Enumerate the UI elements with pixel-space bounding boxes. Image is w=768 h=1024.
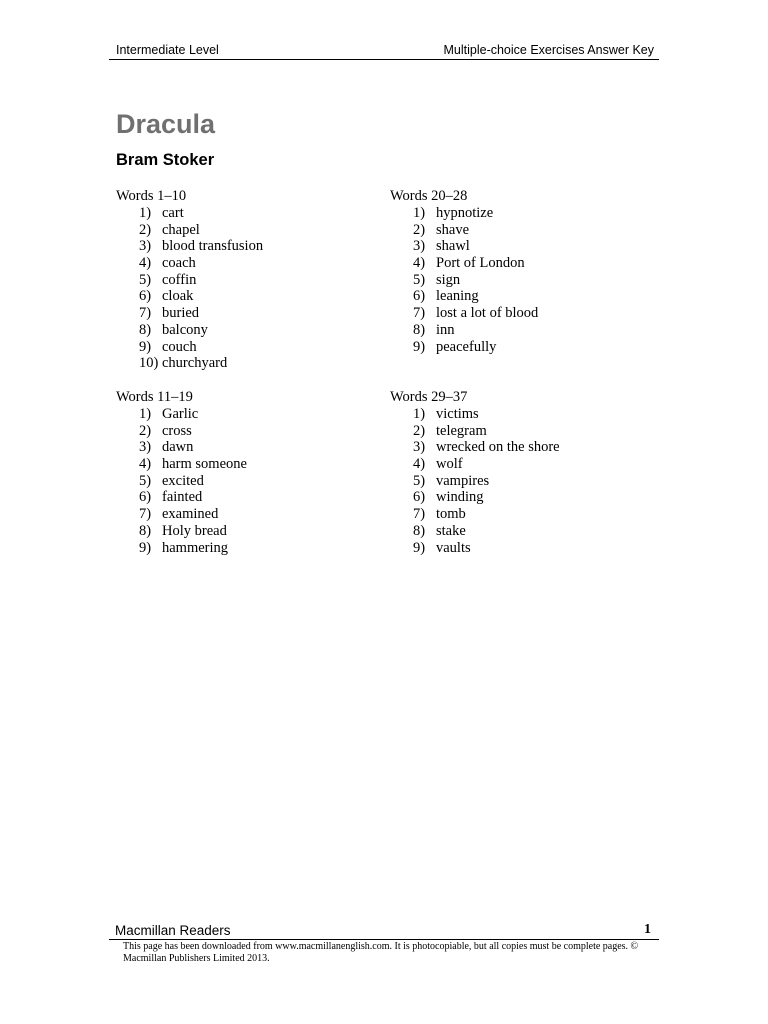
answer-number: 6) (413, 489, 426, 506)
answer-number: 3) (139, 238, 152, 255)
answer-text: chapel (162, 221, 200, 238)
answer-number: 8) (139, 321, 152, 338)
answer-number: 2) (413, 422, 426, 439)
answer-number: 1) (413, 205, 426, 221)
answer-item (390, 238, 538, 255)
answer-item (390, 222, 538, 239)
answer-item (390, 456, 560, 473)
footer-brand: Macmillan Readers (115, 923, 231, 938)
answer-text: stake (436, 522, 466, 539)
answer-number: 3) (139, 439, 152, 456)
answer-item (116, 540, 247, 557)
answer-number: 4) (139, 456, 152, 473)
answer-number: 3) (413, 238, 426, 255)
group-heading: Words 11–19 (116, 389, 193, 405)
answer-number: 9) (139, 338, 152, 355)
answer-number: 5) (413, 472, 426, 489)
page-header (109, 42, 659, 60)
answer-item (116, 489, 247, 506)
answer-number: 8) (413, 522, 426, 539)
answer-number: 1) (139, 205, 152, 221)
answer-text: cloak (162, 288, 194, 305)
answer-number: 10) (139, 355, 159, 372)
book-title: Dracula (116, 109, 216, 139)
answer-number: 5) (413, 271, 426, 288)
answer-item (390, 288, 538, 305)
answer-text: telegram (436, 422, 487, 439)
answer-item (116, 238, 263, 255)
answer-item (390, 205, 538, 222)
answer-text: wolf (436, 456, 463, 473)
answer-group-words-11-19 (116, 389, 247, 556)
answer-text: shawl (436, 238, 470, 255)
answer-text: hypnotize (436, 205, 494, 221)
answer-text: harm someone (162, 456, 247, 473)
answer-item (116, 255, 263, 272)
answer-item (116, 322, 263, 339)
answer-text: lost a lot of blood (436, 305, 539, 322)
answer-text: hammering (162, 539, 229, 556)
copyright-note: This page has been downloaded from www.macmillanenglish.com. It is photocopiable, but all copies must be complete pages. © Macmillan Publishers Limited 2013. (123, 941, 639, 964)
answer-item (390, 489, 560, 506)
answer-item (116, 205, 263, 222)
answer-number: 1) (413, 406, 426, 422)
answer-item (116, 355, 263, 372)
level-label: Intermediate Level (116, 43, 219, 57)
answer-number: 2) (413, 221, 426, 238)
answer-list (116, 406, 247, 556)
group-heading: Words 1–10 (116, 188, 187, 204)
answer-item (390, 272, 538, 289)
answer-text: fainted (162, 489, 203, 506)
answer-number: 8) (139, 522, 152, 539)
answer-text: cart (162, 205, 184, 221)
document-type-label: Multiple-choice Exercises Answer Key (443, 43, 654, 57)
answer-text: leaning (436, 288, 479, 305)
answer-item (390, 439, 560, 456)
answer-item (116, 339, 263, 356)
answer-number: 2) (139, 422, 152, 439)
answer-item (390, 423, 560, 440)
answer-text: tomb (436, 506, 466, 523)
answer-group-words-29-37 (390, 389, 560, 556)
answer-text: Port of London (436, 255, 525, 272)
answer-text: balcony (162, 321, 208, 338)
answer-group-words-20-28 (390, 188, 538, 355)
answer-item (390, 339, 538, 356)
answer-item (116, 288, 263, 305)
answer-item (390, 322, 538, 339)
answer-number: 4) (413, 255, 426, 272)
book-author: Bram Stoker (116, 151, 215, 169)
answer-number: 5) (139, 271, 152, 288)
answer-text: cross (162, 422, 192, 439)
answer-number: 9) (413, 539, 426, 556)
answer-item (116, 222, 263, 239)
answer-text: Holy bread (162, 522, 227, 539)
answer-item (390, 255, 538, 272)
answer-item (390, 523, 560, 540)
answer-text: shave (436, 221, 470, 238)
answer-text: winding (436, 489, 484, 506)
answer-list (390, 406, 560, 556)
answer-item (116, 456, 247, 473)
answer-number: 9) (139, 539, 152, 556)
answer-text: coffin (162, 271, 197, 288)
answer-number: 7) (139, 506, 152, 523)
answer-item (116, 439, 247, 456)
answer-item (390, 473, 560, 490)
answer-group-words-1-10 (116, 188, 263, 372)
answer-text: couch (162, 338, 197, 355)
answer-list (116, 205, 263, 372)
page-number: 1 (644, 922, 651, 937)
answer-number: 6) (139, 489, 152, 506)
answer-item (390, 406, 560, 423)
answer-text: peacefully (436, 338, 497, 355)
answer-number: 5) (139, 472, 152, 489)
answer-number: 7) (413, 305, 426, 322)
answer-number: 9) (413, 338, 426, 355)
answer-text: buried (162, 305, 200, 322)
answer-item (390, 305, 538, 322)
answer-number: 6) (413, 288, 426, 305)
answer-text: coach (162, 255, 196, 272)
answer-text: wrecked on the shore (436, 439, 560, 456)
answer-text: examined (162, 506, 219, 523)
answer-text: Garlic (162, 406, 199, 422)
answer-number: 2) (139, 221, 152, 238)
answer-text: excited (162, 472, 204, 489)
answer-item (116, 406, 247, 423)
answer-number: 1) (139, 406, 152, 422)
answer-item (116, 305, 263, 322)
answer-item (116, 272, 263, 289)
answer-item (116, 423, 247, 440)
answer-text: dawn (162, 439, 194, 456)
answer-number: 4) (413, 456, 426, 473)
answer-number: 4) (139, 255, 152, 272)
answer-text: churchyard (162, 355, 228, 372)
answer-item (116, 506, 247, 523)
answer-number: 6) (139, 288, 152, 305)
group-heading: Words 29–37 (390, 389, 468, 405)
footer-divider (109, 939, 659, 940)
answer-text: vaults (436, 539, 471, 556)
answer-text: inn (436, 321, 455, 338)
answer-item (390, 540, 560, 557)
answer-number: 8) (413, 321, 426, 338)
answer-text: victims (436, 406, 479, 422)
answer-list (390, 205, 538, 355)
answer-number: 7) (139, 305, 152, 322)
answer-text: sign (436, 271, 461, 288)
answer-text: blood transfusion (162, 238, 264, 255)
group-heading: Words 20–28 (390, 188, 468, 204)
answer-number: 3) (413, 439, 426, 456)
answer-item (116, 473, 247, 490)
answer-item (390, 506, 560, 523)
answer-item (116, 523, 247, 540)
answer-text: vampires (436, 472, 490, 489)
answer-number: 7) (413, 506, 426, 523)
